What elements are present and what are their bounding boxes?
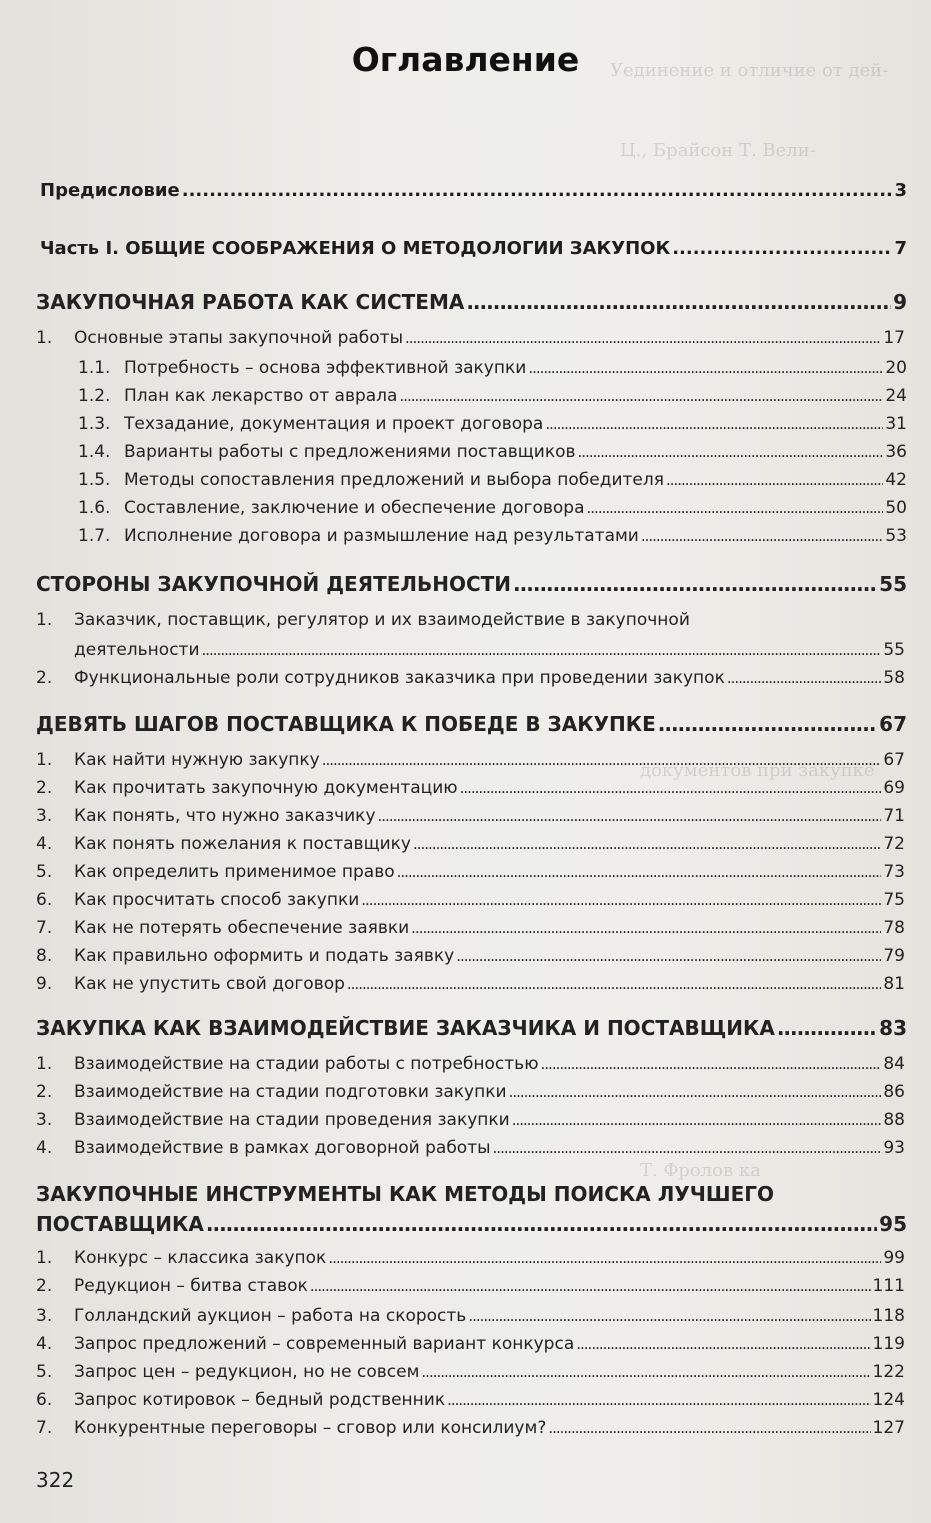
toc-item-number: 1.5.: [78, 470, 111, 490]
toc-item-text: Запрос котировок – бедный родственник: [74, 1390, 446, 1410]
leader-dots: [399, 387, 883, 405]
toc-entry-preface[interactable]: [40, 180, 907, 201]
leader-dots: [202, 641, 882, 659]
toc-item-text-line2: деятельности: [74, 640, 200, 660]
page-title: Оглавление: [351, 40, 580, 79]
toc-item-number: 6.: [36, 1390, 53, 1410]
toc-subitem[interactable]: [78, 358, 907, 378]
toc-entry-text: Предисловие: [40, 180, 180, 201]
leader-dots: [509, 1083, 882, 1101]
leader-dots: [456, 947, 881, 965]
leader-dots: [468, 1307, 870, 1325]
toc-section-heading[interactable]: [36, 290, 907, 314]
leader-dots: [727, 669, 882, 687]
toc-page-number: 36: [885, 442, 907, 462]
toc-item-text: Как прочитать закупочную документацию: [74, 778, 458, 798]
leader-dots: [576, 1335, 870, 1353]
toc-section-heading[interactable]: [36, 1212, 907, 1236]
toc-item[interactable]: [36, 1082, 905, 1102]
toc-item-text-line1: Заказчик, поставщик, регулятор и их взаимодействие в закупочной: [74, 610, 690, 630]
toc-item-number: 2.: [36, 1276, 53, 1296]
toc-page-number: 88: [883, 1110, 905, 1130]
leader-dots: [413, 835, 881, 853]
toc-page-number: 122: [872, 1362, 905, 1382]
leader-dots: [328, 1249, 881, 1267]
toc-section-text-line1: ЗАКУПОЧНЫЕ ИНСТРУМЕНТЫ КАК МЕТОДЫ ПОИСКА ЛУЧШЕГО: [36, 1182, 775, 1206]
toc-item-text: Методы сопоставления предложений и выбора победителя: [124, 470, 664, 490]
toc-item-number: 1.: [36, 1248, 53, 1268]
toc-item-text: Как не упустить свой договор: [74, 974, 345, 994]
toc-item[interactable]: [36, 1334, 905, 1354]
toc-item-text: Запрос предложений – современный вариант конкурса: [74, 1334, 575, 1354]
toc-section-heading[interactable]: [36, 1016, 907, 1040]
toc-page-number: 119: [872, 1334, 905, 1354]
leader-dots: [512, 1111, 882, 1129]
toc-item[interactable]: [36, 778, 905, 798]
toc-item-number: 2.: [36, 668, 53, 688]
toc-section-text: ДЕВЯТЬ ШАГОВ ПОСТАВЩИКА К ПОБЕДЕ В ЗАКУПКЕ: [36, 712, 656, 736]
bleed-through-text: Т. Фролов ка: [640, 1160, 761, 1181]
toc-page-number: 127: [872, 1418, 905, 1438]
toc-item[interactable]: [36, 890, 905, 910]
leader-dots: [206, 1212, 877, 1236]
toc-page-number: 83: [879, 1016, 907, 1040]
leader-dots: [182, 180, 893, 201]
toc-page-number: 67: [883, 750, 905, 770]
toc-item[interactable]: [36, 668, 905, 688]
toc-item[interactable]: [36, 1138, 905, 1158]
toc-item-text: Основные этапы закупочной работы: [74, 328, 403, 348]
toc-page-number: 55: [883, 640, 905, 660]
leader-dots: [411, 919, 881, 937]
toc-page-number: 20: [885, 358, 907, 378]
bleed-through-text: документов при закупке: [640, 760, 875, 781]
page-folio-number: 322: [36, 1468, 75, 1492]
leader-dots: [578, 443, 884, 461]
toc-page-number: 53: [885, 526, 907, 546]
toc-item-text: Как просчитать способ закупки: [74, 890, 360, 910]
toc-page-number: 75: [883, 890, 905, 910]
toc-item-number: 5.: [36, 862, 53, 882]
toc-item-number: 5.: [36, 1362, 53, 1382]
leader-dots: [541, 1055, 882, 1073]
leader-dots: [548, 1419, 870, 1437]
toc-item[interactable]: [36, 1054, 905, 1074]
toc-item[interactable]: [36, 1276, 905, 1296]
toc-item-text: Конкурентные переговоры – сговор или консилиум?: [74, 1418, 547, 1438]
toc-section-text: ЗАКУПКА КАК ВЗАИМОДЕЙСТВИЕ ЗАКАЗЧИКА И ПОСТАВЩИКА: [36, 1016, 775, 1040]
toc-item[interactable]: [36, 1110, 905, 1130]
toc-item[interactable]: [36, 750, 905, 770]
leader-dots: [347, 975, 881, 993]
toc-item-text: Как понять, что нужно заказчику: [74, 806, 376, 826]
leader-dots: [513, 572, 877, 596]
toc-item-text: Как понять пожелания к поставщику: [74, 834, 411, 854]
toc-section-text: СТОРОНЫ ЗАКУПОЧНОЙ ДЕЯТЕЛЬНОСТИ: [36, 572, 512, 596]
toc-item-text: Редукцион – битва ставок: [74, 1276, 308, 1296]
toc-subitem[interactable]: [78, 526, 907, 546]
toc-item[interactable]: [36, 806, 905, 826]
toc-item-number: 3.: [36, 1306, 53, 1326]
toc-item-text: Как определить применимое право: [74, 862, 395, 882]
leader-dots: [361, 891, 881, 909]
toc-item-text: Конкурс – классика закупок: [74, 1248, 327, 1268]
toc-item-number: 9.: [36, 974, 53, 994]
toc-item-number: 1.: [36, 1054, 53, 1074]
toc-subitem[interactable]: [78, 498, 907, 518]
toc-item[interactable]: [36, 1418, 905, 1438]
toc-item-number: 1.6.: [78, 498, 111, 518]
toc-entry-part-1[interactable]: [40, 238, 907, 259]
leader-dots: [322, 751, 882, 769]
toc-item[interactable]: [36, 328, 905, 348]
toc-page-number: 24: [885, 386, 907, 406]
toc-subitem[interactable]: [78, 414, 907, 434]
toc-item-number: 1.3.: [78, 414, 111, 434]
toc-page-number: 69: [883, 778, 905, 798]
leader-dots: [777, 1016, 877, 1040]
toc-page-number: 81: [883, 974, 905, 994]
toc-page-number: 71: [883, 806, 905, 826]
toc-item[interactable]: [36, 1390, 905, 1410]
leader-dots: [493, 1139, 882, 1157]
leader-dots: [447, 1391, 870, 1409]
toc-item-text: Потребность – основа эффективной закупки: [124, 358, 527, 378]
leader-dots: [528, 359, 883, 377]
toc-item-number: 3.: [36, 1110, 53, 1130]
toc-item-number: 4.: [36, 834, 53, 854]
toc-item-number: 4.: [36, 1138, 53, 1158]
toc-item[interactable]: [36, 834, 905, 854]
toc-item-text: Взаимодействие на стадии проведения закупки: [74, 1110, 510, 1130]
leader-dots: [405, 329, 881, 347]
toc-page-number: 111: [872, 1276, 905, 1296]
toc-page-number: 79: [883, 946, 905, 966]
toc-item-text: Голландский аукцион – работа на скорость: [74, 1306, 467, 1326]
toc-item-number: 1.4.: [78, 442, 111, 462]
toc-item-number: 1.: [36, 610, 53, 630]
toc-entry-text: Часть I. ОБЩИЕ СООБРАЖЕНИЯ О МЕТОДОЛОГИИ ЗАКУПОК: [40, 238, 671, 259]
toc-page-number: 86: [883, 1082, 905, 1102]
toc-item-text: Варианты работы с предложениями поставщиков: [124, 442, 576, 462]
bleed-through-text: Ц., Брайсон Т. Вели-: [620, 140, 816, 161]
toc-item-text: Как не потерять обеспечение заявки: [74, 918, 410, 938]
leader-dots: [466, 290, 891, 314]
toc-item-number: 6.: [36, 890, 53, 910]
toc-item[interactable]: [36, 974, 905, 994]
toc-item-text: Исполнение договора и размышление над результатами: [124, 526, 639, 546]
leader-dots: [587, 499, 884, 517]
toc-page-number: 99: [883, 1248, 905, 1268]
toc-item-number: 1.7.: [78, 526, 111, 546]
toc-section-text-line2: ПОСТАВЩИКА: [36, 1212, 204, 1236]
toc-page-number: 118: [872, 1306, 905, 1326]
toc-item-number: 7.: [36, 1418, 53, 1438]
toc-item-text: Функциональные роли сотрудников заказчика при проведении закупок: [74, 668, 725, 688]
toc-subitem[interactable]: [78, 470, 907, 490]
toc-item-number: 8.: [36, 946, 53, 966]
toc-item-number: 2.: [36, 778, 53, 798]
toc-page-number: 124: [872, 1390, 905, 1410]
toc-item-text: Составление, заключение и обеспечение договора: [124, 498, 585, 518]
toc-item[interactable]: [36, 1306, 905, 1326]
toc-item[interactable]: [74, 640, 905, 660]
toc-item[interactable]: [36, 1248, 905, 1268]
toc-page-number: 73: [883, 862, 905, 882]
leader-dots: [641, 527, 884, 545]
toc-page-number: 9: [893, 290, 907, 314]
toc-page-number: 7: [894, 238, 907, 259]
toc-page-number: 50: [885, 498, 907, 518]
toc-item-number: 7.: [36, 918, 53, 938]
toc-item-number: 3.: [36, 806, 53, 826]
leader-dots: [672, 238, 892, 259]
toc-item-number: 1.1.: [78, 358, 111, 378]
bleed-through-text: Уединение и отличие от дей-: [610, 60, 889, 81]
toc-page-number: 67: [879, 712, 907, 736]
toc-page-number: 78: [883, 918, 905, 938]
toc-page-number: 93: [883, 1138, 905, 1158]
toc-item-number: 4.: [36, 1334, 53, 1354]
toc-page-number: 55: [879, 572, 907, 596]
leader-dots: [666, 471, 883, 489]
leader-dots: [310, 1277, 871, 1295]
leader-dots: [460, 779, 882, 797]
toc-page-number: 95: [879, 1212, 907, 1236]
toc-item[interactable]: [36, 946, 905, 966]
toc-section-heading[interactable]: [36, 712, 907, 736]
toc-item-text: Взаимодействие на стадии подготовки закупки: [74, 1082, 507, 1102]
toc-item-text: Как правильно оформить и подать заявку: [74, 946, 455, 966]
toc-page-number: 3: [894, 180, 907, 201]
toc-page-number: 72: [883, 834, 905, 854]
toc-item[interactable]: [36, 862, 905, 882]
toc-page-number: 84: [883, 1054, 905, 1074]
toc-item-number: 2.: [36, 1082, 53, 1102]
toc-item-text: Как найти нужную закупку: [74, 750, 320, 770]
toc-item-text: План как лекарство от аврала: [124, 386, 398, 406]
leader-dots: [397, 863, 882, 881]
leader-dots: [658, 712, 877, 736]
toc-page-number: 31: [885, 414, 907, 434]
toc-item-number: 1.: [36, 750, 53, 770]
leader-dots: [421, 1363, 870, 1381]
toc-page-number: 42: [885, 470, 907, 490]
toc-section-heading[interactable]: [36, 572, 907, 596]
toc-page-number: 17: [883, 328, 905, 348]
toc-item[interactable]: [36, 918, 905, 938]
toc-item-text: Запрос цен – редукцион, но не совсем: [74, 1362, 420, 1382]
leader-dots: [378, 807, 882, 825]
toc-item-number: 1.: [36, 328, 53, 348]
toc-subitem[interactable]: [78, 386, 907, 406]
toc-item-text: Взаимодействие в рамках договорной работы: [74, 1138, 491, 1158]
toc-subitem[interactable]: [78, 442, 907, 462]
toc-page-number: 58: [883, 668, 905, 688]
toc-section-text: ЗАКУПОЧНАЯ РАБОТА КАК СИСТЕМА: [36, 290, 465, 314]
toc-item[interactable]: [36, 1362, 905, 1382]
toc-item-number: 1.2.: [78, 386, 111, 406]
leader-dots: [545, 415, 883, 433]
toc-item-text: Техзадание, документация и проект договора: [124, 414, 544, 434]
toc-item-text: Взаимодействие на стадии работы с потребностью: [74, 1054, 539, 1074]
